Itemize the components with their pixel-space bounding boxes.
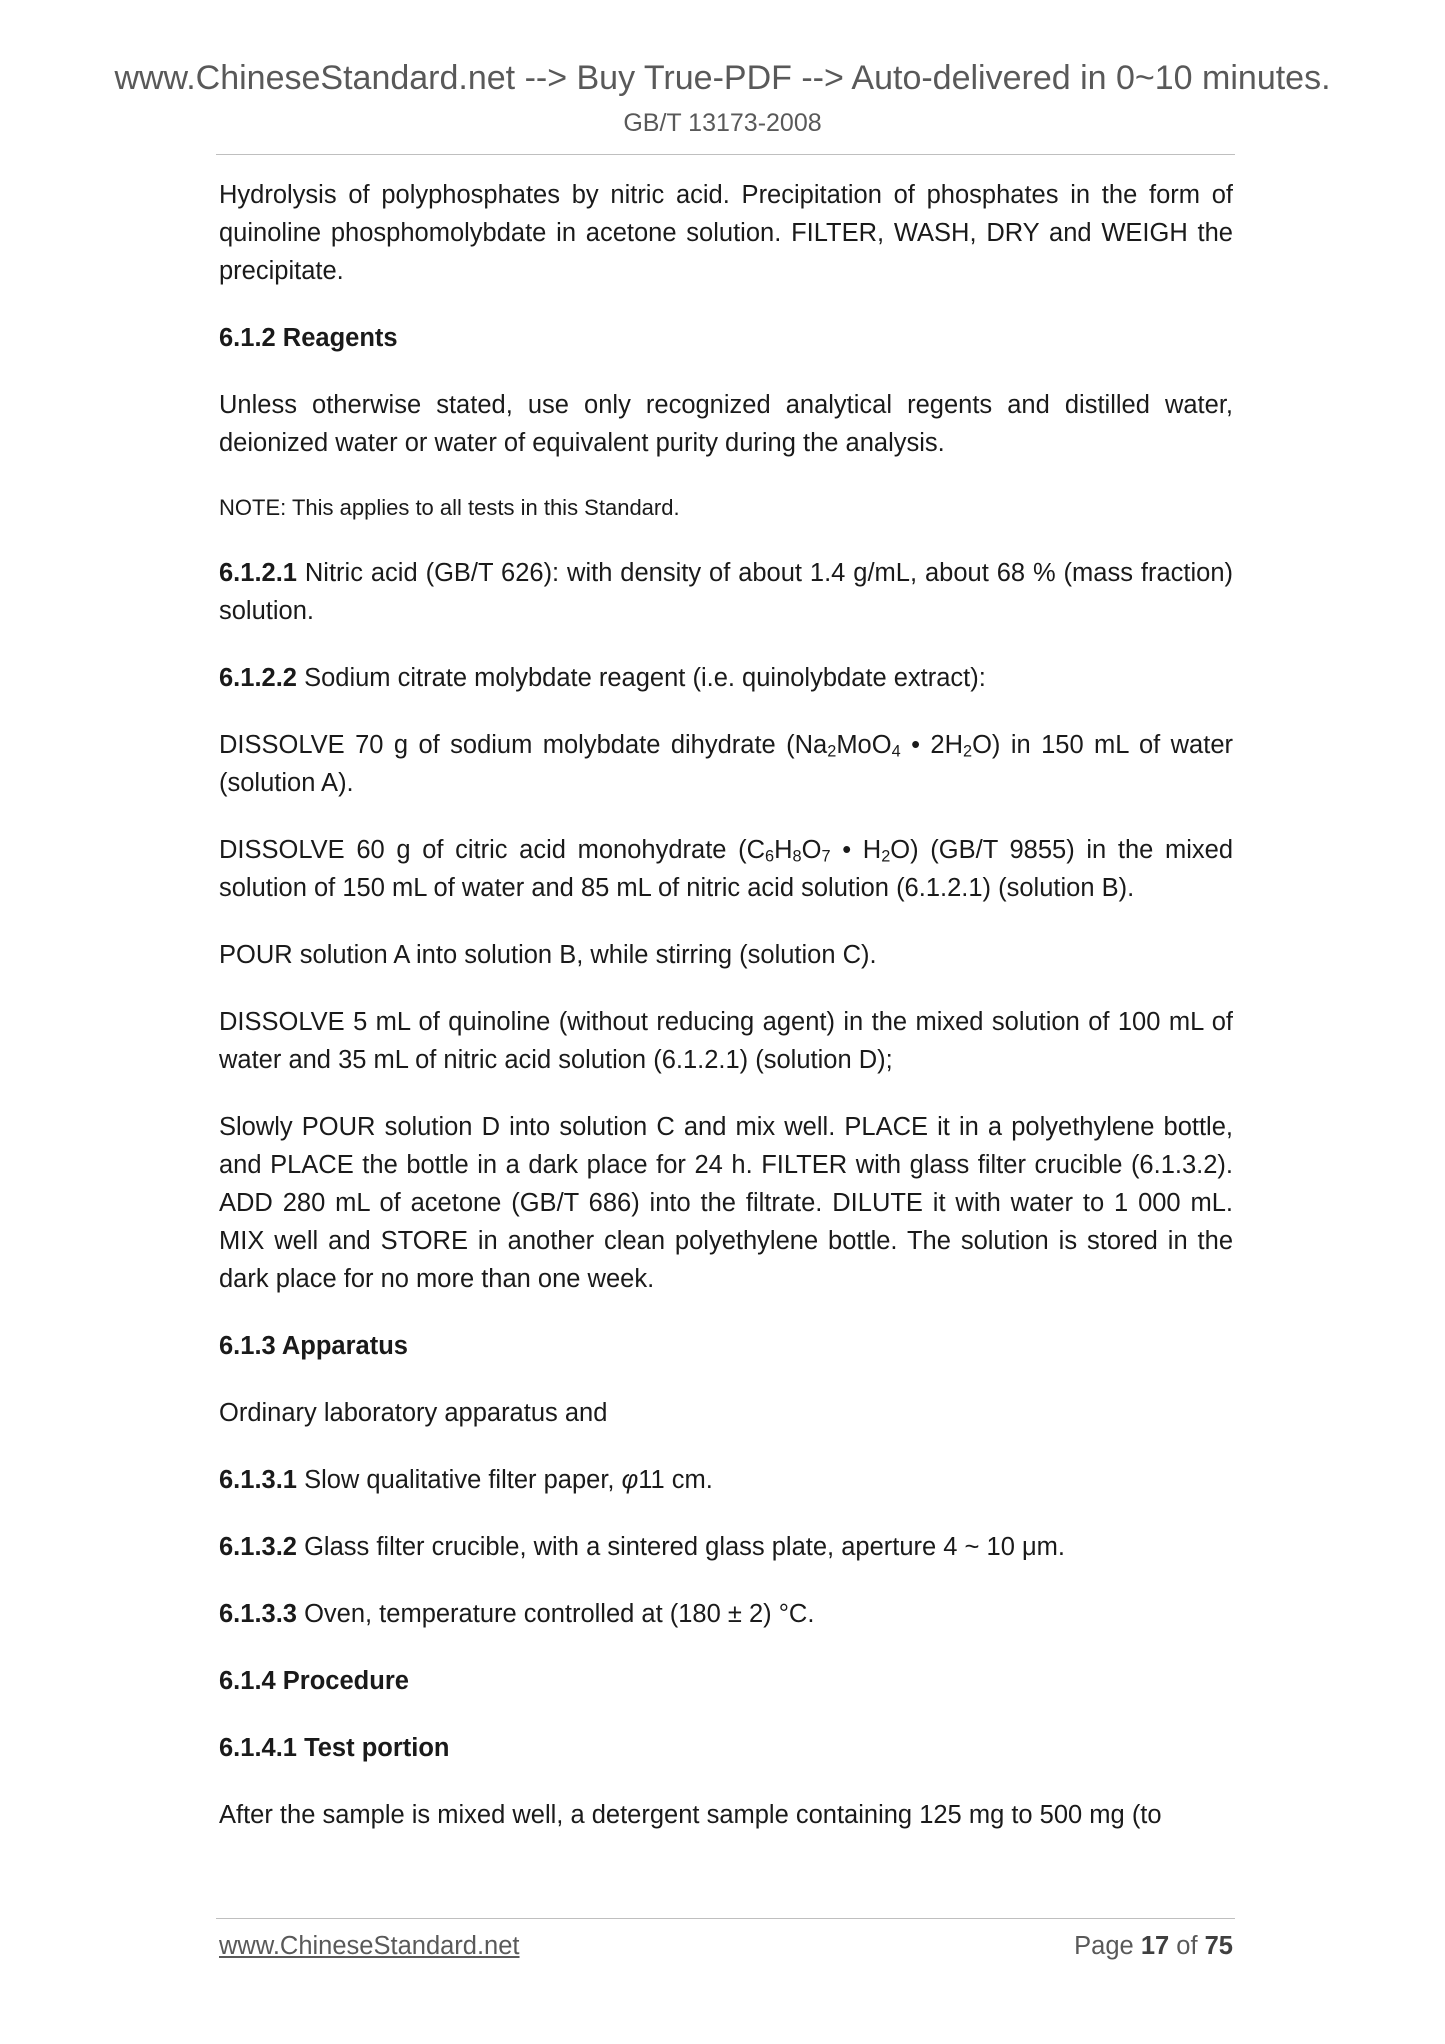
text-run: DISSOLVE 60 g of citric acid monohydrate (C: [219, 836, 766, 864]
header-banner: www.ChineseStandard.net --> Buy True-PDF --> Auto-delivered in 0~10 minutes.: [114, 59, 1331, 97]
page-label: Page: [1074, 1932, 1141, 1960]
solution-d-paragraph: DISSOLVE 5 mL of quinoline (without reducing agent) in the mixed solution of 100 mL of water and 35 mL of nitric acid solution (6.1.2.1) (solution D);: [219, 1008, 1233, 1074]
text-run: DISSOLVE 70 g of sodium molybdate dihydrate (Na: [219, 731, 828, 759]
standard-number: GB/T 13173-2008: [623, 109, 822, 137]
subscript: 6: [765, 847, 775, 866]
clause-number: 6.1.2.2: [219, 664, 297, 692]
text-run: • 2H: [900, 731, 964, 759]
heading-6-1-4: 6.1.4 Procedure: [219, 1667, 409, 1695]
clause-number: 6.1.2.1: [219, 559, 297, 587]
clause-number: 6.1.3.3: [219, 1600, 297, 1628]
header-divider: [216, 154, 1235, 155]
clause-text: 11 cm.: [638, 1466, 713, 1494]
heading-6-1-4-1: 6.1.4.1 Test portion: [219, 1734, 450, 1762]
subscript: 2: [827, 742, 837, 761]
text-run: • H: [830, 836, 882, 864]
document-body: [219, 176, 1233, 1863]
text-run: O: [801, 836, 822, 864]
mixing-paragraph: Slowly POUR solution D into solution C and mix well. PLACE it in a polyethylene bottle, and PLACE the bottle in a dark place for 24 h. FILTER with glass filter crucible (6.1.3.2). ADD 280 mL of acetone (GB/T 686) into the filtrate. DILUTE it with water to 1 000 mL. MIX well and STORE in another clean polyethylene bottle. The solution is stored in the dark place for no more than one week.: [219, 1113, 1233, 1293]
clause-text: Sodium citrate molybdate reagent (i.e. quinolybdate extract):: [296, 664, 986, 692]
footer-site-link[interactable]: www.ChineseStandard.net: [219, 1932, 520, 1960]
subscript: 2: [963, 742, 973, 761]
apparatus-paragraph: Ordinary laboratory apparatus and: [219, 1399, 608, 1427]
clause-6-1-2-1: [219, 554, 1233, 630]
text-run: O) in 150 mL of water (solution A).: [219, 731, 1233, 797]
intro-paragraph: Hydrolysis of polyphosphates by nitric acid. Precipitation of phosphates in the form of quinoline phosphomolybdate in acetone solution. FILTER, WASH, DRY and WEIGH the precipitate.: [219, 181, 1233, 285]
phi-symbol: φ: [621, 1466, 639, 1494]
solution-c-paragraph: POUR solution A into solution B, while stirring (solution C).: [219, 941, 877, 969]
clause-text: Slow qualitative filter paper,: [296, 1466, 622, 1494]
clause-6-1-3-1: [219, 1461, 1233, 1499]
subscript: 8: [792, 847, 802, 866]
text-run: H: [774, 836, 793, 864]
solution-a-paragraph: [219, 726, 1233, 802]
clause-text: Oven, temperature controlled at (180 ± 2) °C.: [296, 1600, 815, 1628]
clause-number: 6.1.3.1: [219, 1466, 297, 1494]
clause-number: 6.1.3.2: [219, 1533, 297, 1561]
text-run: MoO: [836, 731, 892, 759]
page-of-label: of: [1169, 1932, 1205, 1960]
clause-6-1-3-3: [219, 1595, 1233, 1633]
reagents-paragraph: Unless otherwise stated, use only recognized analytical regents and distilled water, deionized water or water of equivalent purity during the analysis.: [219, 391, 1233, 457]
clause-6-1-2-2: [219, 659, 1233, 697]
page-number: [1074, 1932, 1233, 1961]
subscript: 2: [881, 847, 891, 866]
note-paragraph: NOTE: This applies to all tests in this Standard.: [219, 495, 680, 520]
solution-b-paragraph: [219, 831, 1233, 907]
page-header: [0, 56, 1445, 140]
total-pages: 75: [1204, 1932, 1233, 1960]
clause-6-1-3-2: [219, 1528, 1233, 1566]
clause-text: Nitric acid (GB/T 626): with density of about 1.4 g/mL, about 68 % (mass fraction) solution.: [219, 559, 1233, 625]
subscript: 7: [821, 847, 831, 866]
subscript: 4: [891, 742, 901, 761]
heading-6-1-3: 6.1.3 Apparatus: [219, 1332, 408, 1360]
heading-6-1-2: 6.1.2 Reagents: [219, 324, 398, 352]
footer-divider: [216, 1918, 1235, 1919]
current-page: 17: [1140, 1932, 1170, 1960]
clause-text: Glass filter crucible, with a sintered glass plate, aperture 4 ~ 10 μm.: [296, 1533, 1065, 1561]
test-portion-paragraph: After the sample is mixed well, a detergent sample containing 125 mg to 500 mg (to: [219, 1801, 1162, 1829]
text-run: O) (GB/T 9855) in the mixed solution of 150 mL of water and 85 mL of nitric acid solution (6.1.2.1) (solution B).: [219, 836, 1234, 902]
